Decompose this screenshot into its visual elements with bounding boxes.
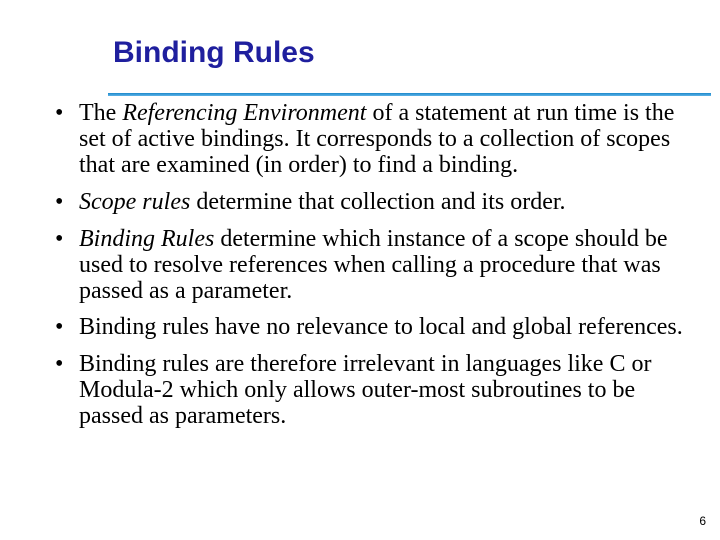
bullet-emphasis: Referencing Environment: [122, 100, 367, 126]
bullet-item-scope-rules: [55, 189, 695, 215]
slide-title: Binding Rules: [113, 36, 315, 69]
bullet-item-no-relevance: [55, 314, 695, 340]
bullet-text: Binding rules have no relevance to local and global references.: [79, 314, 683, 340]
bullet-text-prefix: The: [79, 100, 123, 126]
bullet-text: of a statement at run time is the set of active bindings. It corresponds to a collection of scopes that are examined (in order) to find a binding.: [79, 100, 675, 178]
bullet-dot-icon: •: [55, 314, 64, 340]
title-underline-rule: [108, 93, 711, 96]
bullet-emphasis: Binding Rules: [79, 226, 215, 252]
bullet-dot-icon: •: [55, 189, 64, 215]
bullet-list: [55, 100, 695, 429]
bullet-dot-icon: •: [55, 351, 64, 377]
bullet-item-irrelevant-languages: [55, 351, 695, 429]
bullet-dot-icon: •: [55, 100, 64, 126]
bullet-item-binding-rules: [55, 226, 695, 304]
bullet-text: determine that collection and its order.: [190, 189, 566, 215]
bullet-dot-icon: •: [55, 226, 64, 252]
bullet-item-referencing-environment: [55, 100, 695, 178]
bullet-text: Binding rules are therefore irrelevant in languages like C or Modula-2 which only allows outer-most subroutines to be passed as parameters.: [79, 351, 652, 429]
bullet-emphasis: Scope rules: [79, 189, 191, 215]
page-number: 6: [699, 514, 706, 528]
bullet-text: determine which instance of a scope should be used to resolve references when calling a procedure that was passed as a parameter.: [79, 226, 668, 304]
